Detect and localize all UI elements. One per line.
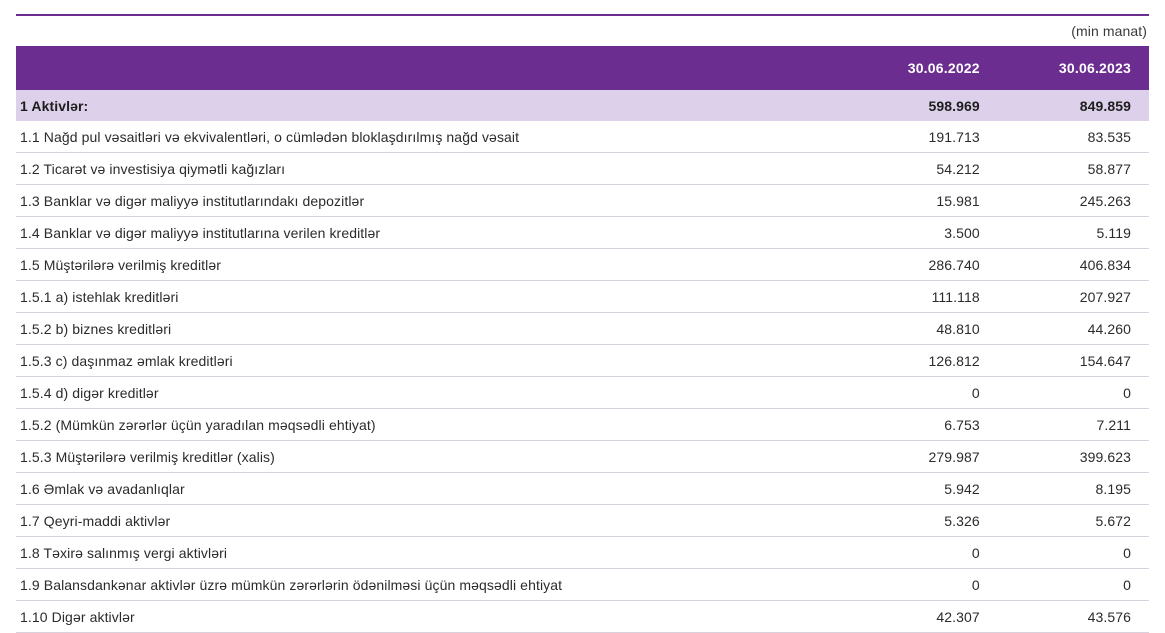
row-value-2022: 111.118 [847,281,998,313]
row-value-2023: 58.877 [998,153,1149,185]
table-row [16,473,1149,505]
row-value-2023: 44.260 [998,313,1149,345]
row-value-2023: 83.535 [998,121,1149,153]
table-row [16,217,1149,249]
financial-statement-sheet [0,14,1165,625]
table-row [16,569,1149,601]
row-label: 1.5.2 (Mümkün zərərlər üçün yaradılan məqsədli ehtiyat) [16,409,847,441]
row-label: 1.8 Təxirə salınmış vergi aktivləri [16,537,847,569]
units-note: (min manat) [1071,23,1147,39]
row-value-2023: 8.195 [998,473,1149,505]
assets-table [16,46,1149,633]
row-label: 1.1 Nağd pul vəsaitləri və ekvivalentləri, o cümlədən bloklaşdırılmış nağd vəsait [16,121,847,153]
row-label: 1.6 Əmlak və avadanlıqlar [16,473,847,505]
row-label: 1.10 Digər aktivlər [16,601,847,633]
row-label: 1.5 Müştərilərə verilmiş kreditlər [16,249,847,281]
header-col-2023: 30.06.2023 [998,46,1149,90]
table-row [16,505,1149,537]
row-label: 1.5.3 Müştərilərə verilmiş kreditlər (xalis) [16,441,847,473]
row-value-2022: 15.981 [847,185,998,217]
row-value-2022: 286.740 [847,249,998,281]
table-row [16,377,1149,409]
row-value-2022: 191.713 [847,121,998,153]
row-label: 1.9 Balansdankənar aktivlər üzrə mümkün zərərlərin ödənilməsi üçün məqsədli ehtiyat [16,569,847,601]
row-value-2023: 207.927 [998,281,1149,313]
row-value-2022: 6.753 [847,409,998,441]
row-value-2022: 0 [847,537,998,569]
row-value-2022: 0 [847,569,998,601]
row-value-2023: 406.834 [998,249,1149,281]
row-label: 1.7 Qeyri-maddi aktivlər [16,505,847,537]
table-row [16,409,1149,441]
row-value-2023: 399.623 [998,441,1149,473]
row-value-2023: 5.672 [998,505,1149,537]
row-value-2023: 5.119 [998,217,1149,249]
row-value-2023: 7.211 [998,409,1149,441]
row-value-2023: 0 [998,569,1149,601]
row-value-2023: 0 [998,377,1149,409]
row-label: 1.5.2 b) biznes kreditləri [16,313,847,345]
table-row-total [16,90,1149,121]
row-label: 1.5.3 c) daşınmaz əmlak kreditləri [16,345,847,377]
row-value-2023: 245.263 [998,185,1149,217]
row-label: 1.2 Ticarət və investisiya qiymətli kağızları [16,153,847,185]
header-label-cell [16,46,847,90]
row-label: 1.5.4 d) digər kreditlər [16,377,847,409]
row-label: 1.4 Banklar və digər maliyyə institutlarına verilen kreditlər [16,217,847,249]
table-row [16,281,1149,313]
row-value-2023: 0 [998,537,1149,569]
row-value-2023: 154.647 [998,345,1149,377]
row-value-2022: 42.307 [847,601,998,633]
total-value-2023: 849.859 [998,90,1149,121]
table-row [16,441,1149,473]
table-row [16,313,1149,345]
header-row [16,46,1149,90]
table-header [16,46,1149,90]
row-label: 1.3 Banklar və digər maliyyə institutlarındakı depozitlər [16,185,847,217]
row-value-2022: 3.500 [847,217,998,249]
row-value-2023: 43.576 [998,601,1149,633]
table-row [16,345,1149,377]
table-row [16,153,1149,185]
total-value-2022: 598.969 [847,90,998,121]
header-col-2022: 30.06.2022 [847,46,998,90]
row-value-2022: 126.812 [847,345,998,377]
table-row [16,121,1149,153]
row-value-2022: 54.212 [847,153,998,185]
table-row [16,185,1149,217]
units-note-row [16,16,1149,46]
row-value-2022: 279.987 [847,441,998,473]
table-row [16,537,1149,569]
row-value-2022: 5.326 [847,505,998,537]
row-label: 1.5.1 a) istehlak kreditləri [16,281,847,313]
table-row [16,601,1149,633]
row-value-2022: 5.942 [847,473,998,505]
row-value-2022: 0 [847,377,998,409]
table-body [16,90,1149,633]
total-label: 1 Aktivlər: [16,90,847,121]
row-value-2022: 48.810 [847,313,998,345]
table-row [16,249,1149,281]
